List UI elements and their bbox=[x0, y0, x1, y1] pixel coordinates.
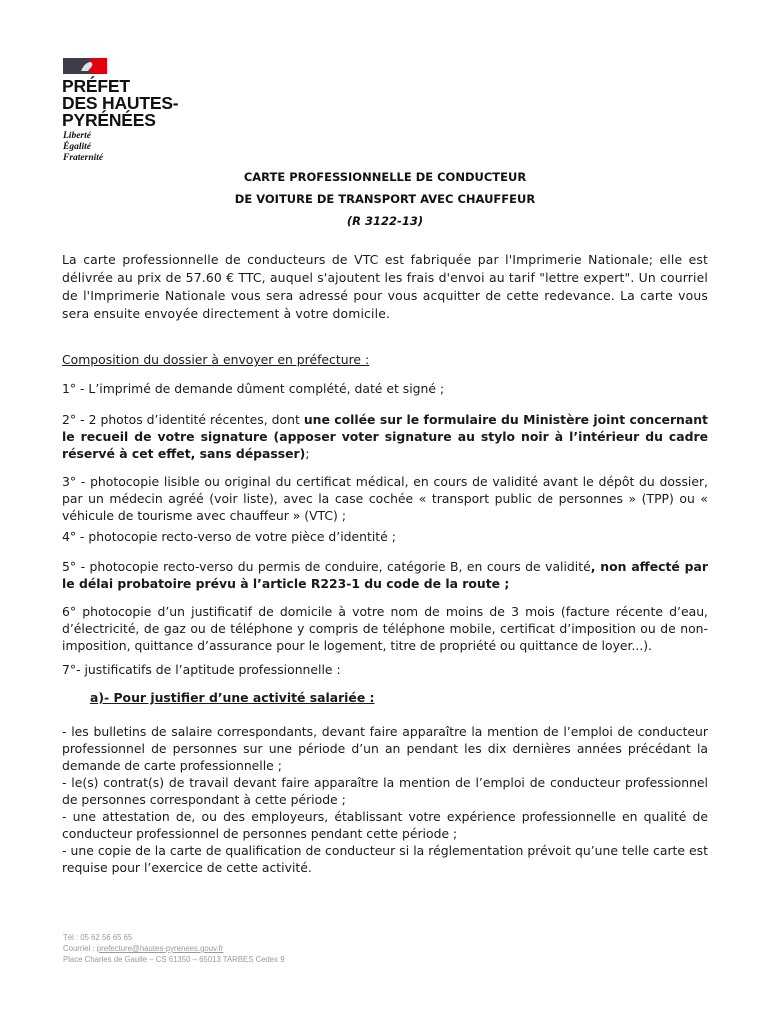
document-title-line2: DE VOITURE DE TRANSPORT AVEC CHAUFFEUR bbox=[234, 192, 536, 206]
subsection-salaried-activity: a)- Pour justifier d’une activité salariée : bbox=[90, 690, 375, 705]
requirement-item-3: 3° - photocopie lisible ou original du certificat médical, en cours de validité avant le dépôt du dossier, par un médecin agréé (voir liste), avec la case cochée « transport public de personnes » (TPP) ou « véhicule de tourisme avec chauffeur » (VTC) ; bbox=[62, 474, 708, 523]
section-title: Composition du dossier à envoyer en préfecture : bbox=[62, 352, 370, 367]
list-item: - une copie de la carte de qualification de conducteur si la réglementation prévoit qu’une telle carte est requise pour l’exercice de cette activité. bbox=[62, 843, 708, 875]
footer-address: Place Charles de Gaulle – CS 61350 – 65013 TARBES Cedex 9 bbox=[63, 955, 285, 964]
requirement-item-2: 2° - 2 photos d’identité récentes, dont une collée sur le formulaire du Ministère joint concernant le recueil de votre signature (apposer voter signature au stylo noir à l’intérieur du cadre réservé à cet effet, sans dépasser); bbox=[62, 412, 708, 461]
footer-contact bbox=[63, 932, 285, 965]
prefecture-name: PRÉFET DES HAUTES- PYRÉNÉES bbox=[62, 76, 179, 130]
document-title-reference: (R 3122-13) bbox=[346, 214, 424, 228]
salaried-activity-list bbox=[62, 723, 708, 876]
list-item: - le(s) contrat(s) de travail devant faire apparaître la mention de l’emploi de conducteur professionnel de personnes correspondant à cette période ; bbox=[62, 775, 708, 807]
requirement-item-6: 6° photocopie d’un justificatif de domicile à votre nom de moins de 3 mois (facture récente d’eau, d’électricité, de gaz ou de téléphone y compris de téléphone mobile, certificat d’imposition ou de non-imposition, quittance d’assurance pour le logement, titre de propriété ou quittance de loyer...). bbox=[62, 604, 708, 653]
requirement-item-4: 4° - photocopie recto-verso de votre pièce d’identité ; bbox=[62, 529, 396, 544]
document-title-line1: CARTE PROFESSIONNELLE DE CONDUCTEUR bbox=[243, 170, 527, 184]
footer-email-link[interactable]: prefecture@hautes-pyrenees.gouv.fr bbox=[96, 944, 224, 953]
footer-email-line: Courriel : prefecture@hautes-pyrenees.gouv.fr bbox=[63, 944, 224, 953]
requirement-item-1: 1° - L’imprimé de demande dûment complété, daté et signé ; bbox=[62, 381, 445, 396]
marianne-flag-icon bbox=[63, 58, 107, 74]
list-item: - une attestation de, ou des employeurs, établissant votre expérience professionnelle en qualité de conducteur professionnel de personnes pendant cette période ; bbox=[62, 809, 708, 841]
list-item: - les bulletins de salaire correspondants, devant faire apparaître la mention de l’emploi de conducteur professionnel de personnes sur une période d’un an pendant les dix dernières années précédant la demande de carte professionnelle ; bbox=[62, 724, 708, 773]
requirement-item-5: 5° - photocopie recto-verso du permis de conduire, catégorie B, en cours de validité, non affecté par le délai probatoire prévu à l’article R223-1 du code de la route ; bbox=[62, 559, 708, 591]
republic-motto: Liberté Égalité Fraternité bbox=[63, 131, 104, 163]
marianne-profile-icon bbox=[79, 60, 95, 72]
footer-phone: Tél : 05 62 56 65 65 bbox=[63, 933, 133, 942]
intro-paragraph: La carte professionnelle de conducteurs de VTC est fabriquée par l'Imprimerie Nationale; elle est délivrée au prix de 57.60 € TTC, auquel s'ajoutent les frais d'envoi au tarif "lettre expert". Un courriel de l'Imprimerie Nationale vous sera adressé pour vous acquitter de cette redevance. La carte vous sera ensuite envoyée directement à votre domicile. bbox=[62, 252, 708, 321]
requirement-item-7: 7°- justificatifs de l’aptitude professionnelle : bbox=[62, 662, 341, 677]
